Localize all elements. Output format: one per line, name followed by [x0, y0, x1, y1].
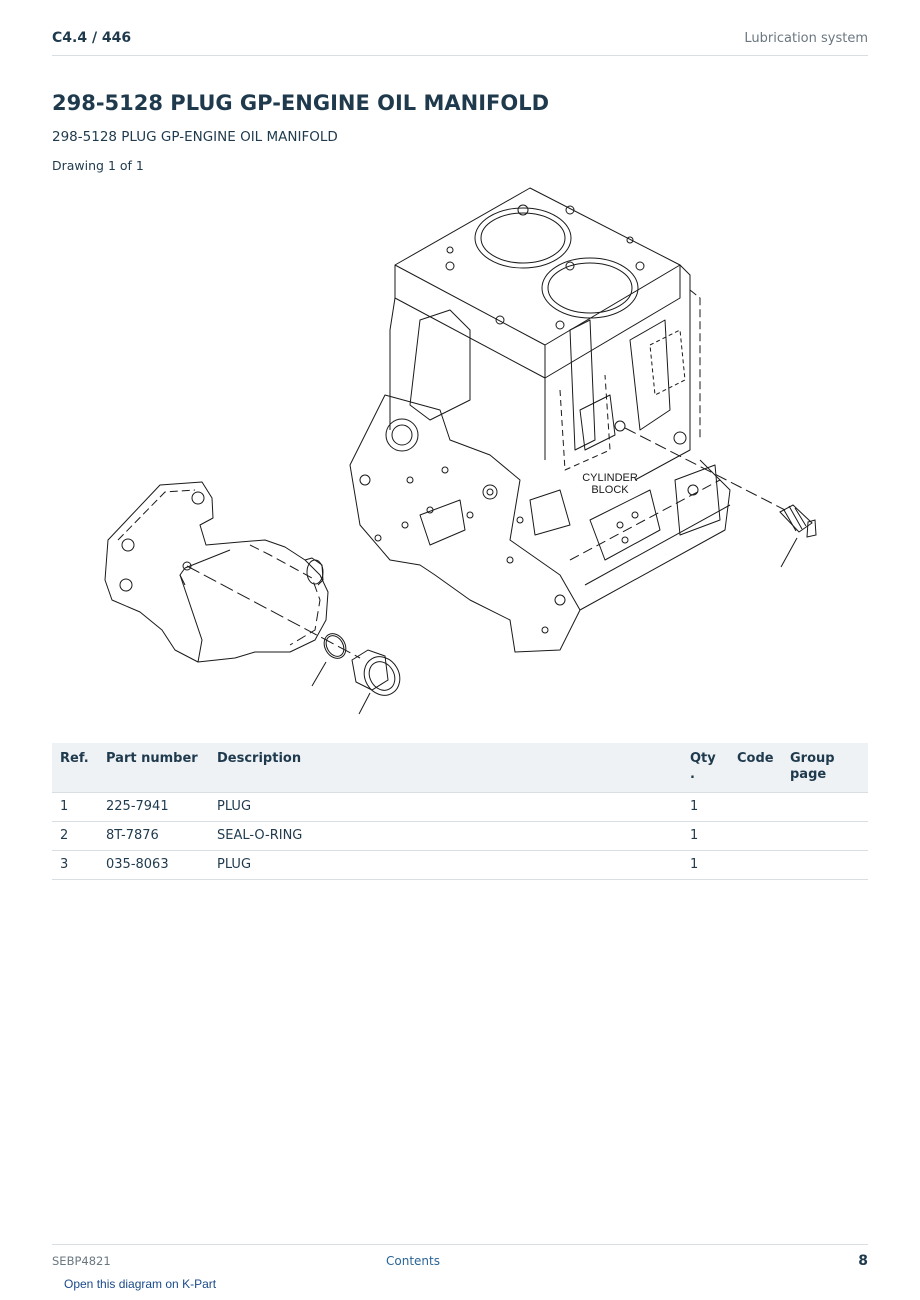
plug-225-7941-drawing	[780, 505, 816, 567]
model-page-indicator: C4.4 / 446	[52, 30, 132, 46]
column-header-part-number: Part number	[98, 743, 209, 793]
oil-manifold-housing-drawing	[105, 482, 328, 662]
plug-035-8063-drawing	[352, 650, 407, 714]
open-kpart-link[interactable]: Open this diagram on K-Part	[64, 1277, 217, 1291]
table-header-row	[52, 743, 868, 793]
group-header-line2: page	[790, 767, 827, 782]
page-title: 298-5128 PLUG GP-ENGINE OIL MANIFOLD	[52, 91, 550, 115]
contents-link[interactable]: Contents	[386, 1254, 440, 1268]
table-row	[52, 793, 868, 822]
page-subtitle: 298-5128 PLUG GP-ENGINE OIL MANIFOLD	[52, 129, 338, 145]
section-name: Lubrication system	[744, 31, 868, 46]
table-row	[52, 822, 868, 851]
seal-o-ring-8t-7876-drawing	[312, 630, 350, 686]
cylinder-block-drawing	[350, 188, 730, 652]
cell-qty: 1	[682, 822, 729, 851]
cell-part-number: 225-7941	[98, 793, 209, 822]
exploded-parts-diagram	[90, 180, 850, 725]
cell-description: PLUG	[209, 793, 682, 822]
column-header-group-page	[782, 743, 868, 793]
cell-ref: 1	[52, 793, 98, 822]
table-row	[52, 851, 868, 880]
cell-qty: 1	[682, 793, 729, 822]
cell-group-page	[782, 822, 868, 851]
cylinder-block-label-line1: CYLINDER	[582, 472, 638, 484]
page-header	[52, 28, 868, 56]
column-header-qty	[682, 743, 729, 793]
column-header-description: Description	[209, 743, 682, 793]
parts-list-table	[52, 743, 868, 880]
cell-ref: 3	[52, 851, 98, 880]
column-header-code: Code	[729, 743, 782, 793]
page-footer	[52, 1244, 868, 1274]
cell-qty: 1	[682, 851, 729, 880]
cell-code	[729, 851, 782, 880]
cell-group-page	[782, 851, 868, 880]
cell-group-page	[782, 793, 868, 822]
qty-header-line1: Qty	[690, 751, 716, 766]
qty-header-line2: .	[690, 767, 695, 782]
cell-code	[729, 793, 782, 822]
page-number: 8	[858, 1253, 868, 1269]
cell-description: PLUG	[209, 851, 682, 880]
cylinder-block-label-line2: BLOCK	[591, 484, 629, 496]
cell-part-number: 8T-7876	[98, 822, 209, 851]
cell-description: SEAL-O-RING	[209, 822, 682, 851]
group-header-line1: Group	[790, 751, 835, 766]
cell-ref: 2	[52, 822, 98, 851]
cell-code	[729, 822, 782, 851]
cell-part-number: 035-8063	[98, 851, 209, 880]
drawing-counter: Drawing 1 of 1	[52, 158, 144, 173]
column-header-ref: Ref.	[52, 743, 98, 793]
document-number: SEBP4821	[52, 1254, 111, 1268]
